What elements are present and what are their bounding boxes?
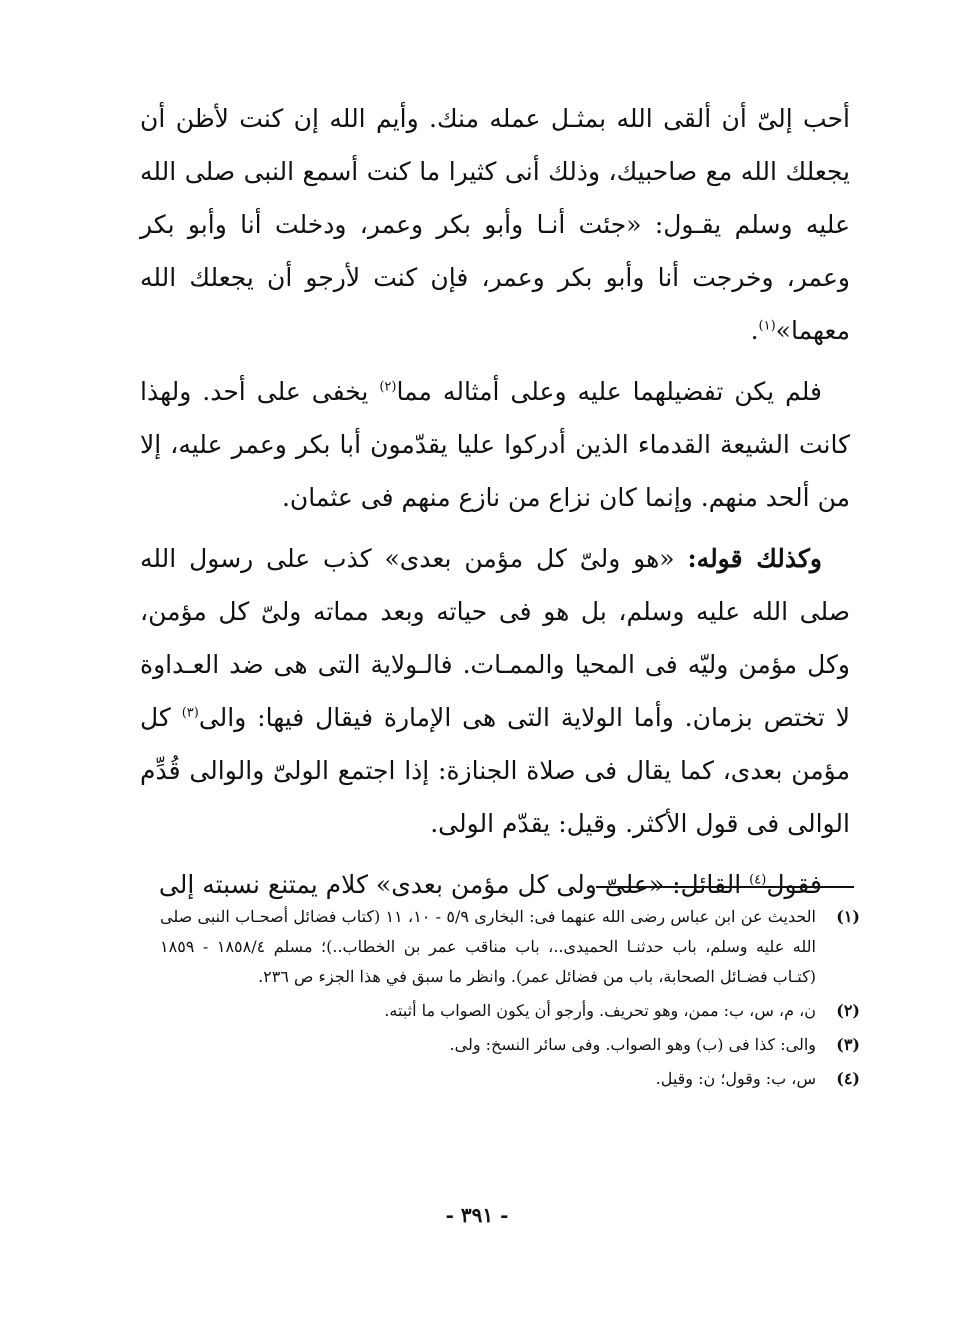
paragraph-text: . xyxy=(750,316,759,345)
paragraph-text: فلم يكن تفضيلهما عليه وعلى أمثاله مما xyxy=(396,377,822,406)
footnote-2 xyxy=(160,996,860,1026)
footnote-ref-4[interactable]: (٤) xyxy=(749,872,767,888)
paragraph-1 xyxy=(140,92,850,357)
footnote-number: (١) xyxy=(836,907,860,926)
paragraph-text: فقول xyxy=(766,870,822,899)
footnote-4 xyxy=(160,1064,860,1094)
main-text xyxy=(140,92,850,919)
footnote-ref-2[interactable]: (٢) xyxy=(379,379,397,395)
footnotes xyxy=(160,902,860,1098)
footnote-1 xyxy=(160,902,860,992)
paragraph-text: القائل: «علىّ ولى كل مؤمن بعدى» كلام يمتنع نسبته إلى xyxy=(158,870,750,899)
paragraph-text: كل مؤمن بعدى، كما يقال فى صلاة الجنازة: إذا اجتمع الولىّ والوالى قُدِّم الوالى فى قول الأكثر. وقيل: يقدّم الولى. xyxy=(140,703,850,838)
paragraph-2 xyxy=(140,365,850,524)
paragraph-text: «هو ولىّ كل مؤمن بعدى» كذب على رسول الله صلى الله عليه وسلم، بل هو فى حياته وبعد مماته ولىّ كل مؤمن، وكل مؤمن وليّه فى المحيا والممـات. فالـولاية التى هى ضد العـداوة لا تختص بزمان. وأما الولاية التى هى الإمارة فيقال فيها: والى xyxy=(140,544,850,732)
paragraph-3 xyxy=(140,532,850,850)
footnote-number: (٤) xyxy=(836,1069,860,1088)
paragraph-text: أحب إلىّ أن ألقى الله بمثـل عمله منك. وأيم الله إن كنت لأظن أن يجعلك الله مع صاحبيك، وذلك أنى كثيرا ما كنت أسمع النبى صلى الله عليه وسلم يقـول: «جئت أنـا وأبو بكر وعمر، ودخلت أنا وأبو بكر وعمر، وخرجت أنا وأبو بكر وعمر، فإن كنت لأرجو أن يجعلك الله معهما» xyxy=(140,104,850,345)
footnote-text: ن، م، س، ب: ممن، وهو تحريف. وأرجو أن يكون الصواب ما أثبته. xyxy=(384,1001,816,1020)
footnote-ref-3[interactable]: (٣) xyxy=(181,705,199,721)
footnote-number: (٣) xyxy=(836,1035,860,1054)
footnote-divider xyxy=(596,886,854,888)
footnote-ref-1[interactable]: (١) xyxy=(758,318,776,334)
footnote-number: (٢) xyxy=(836,1001,860,1020)
footnote-3 xyxy=(160,1030,860,1060)
footnote-text: س، ب: وقول؛ ن: وقيل. xyxy=(655,1069,816,1088)
footnote-text: والى: كذا فى (ب) وهو الصواب. وفى سائر النسخ: ولى. xyxy=(449,1035,816,1054)
footnote-text: الحديث عن ابن عباس رضى الله عنهما فى: البخارى ٥/٩ - ١٠، ١١ (كتاب فضائل أصحـاب النبى صلى الله عليه وسلم، باب حدثنـا الحميدى..، باب مناقب عمر بن الخطاب..)؛ مسلم ١٨٥٨/٤ - ١٨٥٩ (كتـاب فضـائل الصحابة، باب من فضائل عمر). وانظر ما سبق في هذا الجزء ص ٢٣٦. xyxy=(160,907,817,986)
paragraph-text: يخفى على أحد. ولهذا كانت الشيعة القدماء الذين أدركوا عليا يقدّمون أبا بكر وعمر عليه، إلا من ألحد منهم. وإنما كان نزاع من نازع منهم فى عثمان. xyxy=(140,377,850,512)
paragraph-lead: وكذلك قوله: xyxy=(687,544,822,573)
page-number: - ٣٩١ - xyxy=(445,1203,509,1227)
